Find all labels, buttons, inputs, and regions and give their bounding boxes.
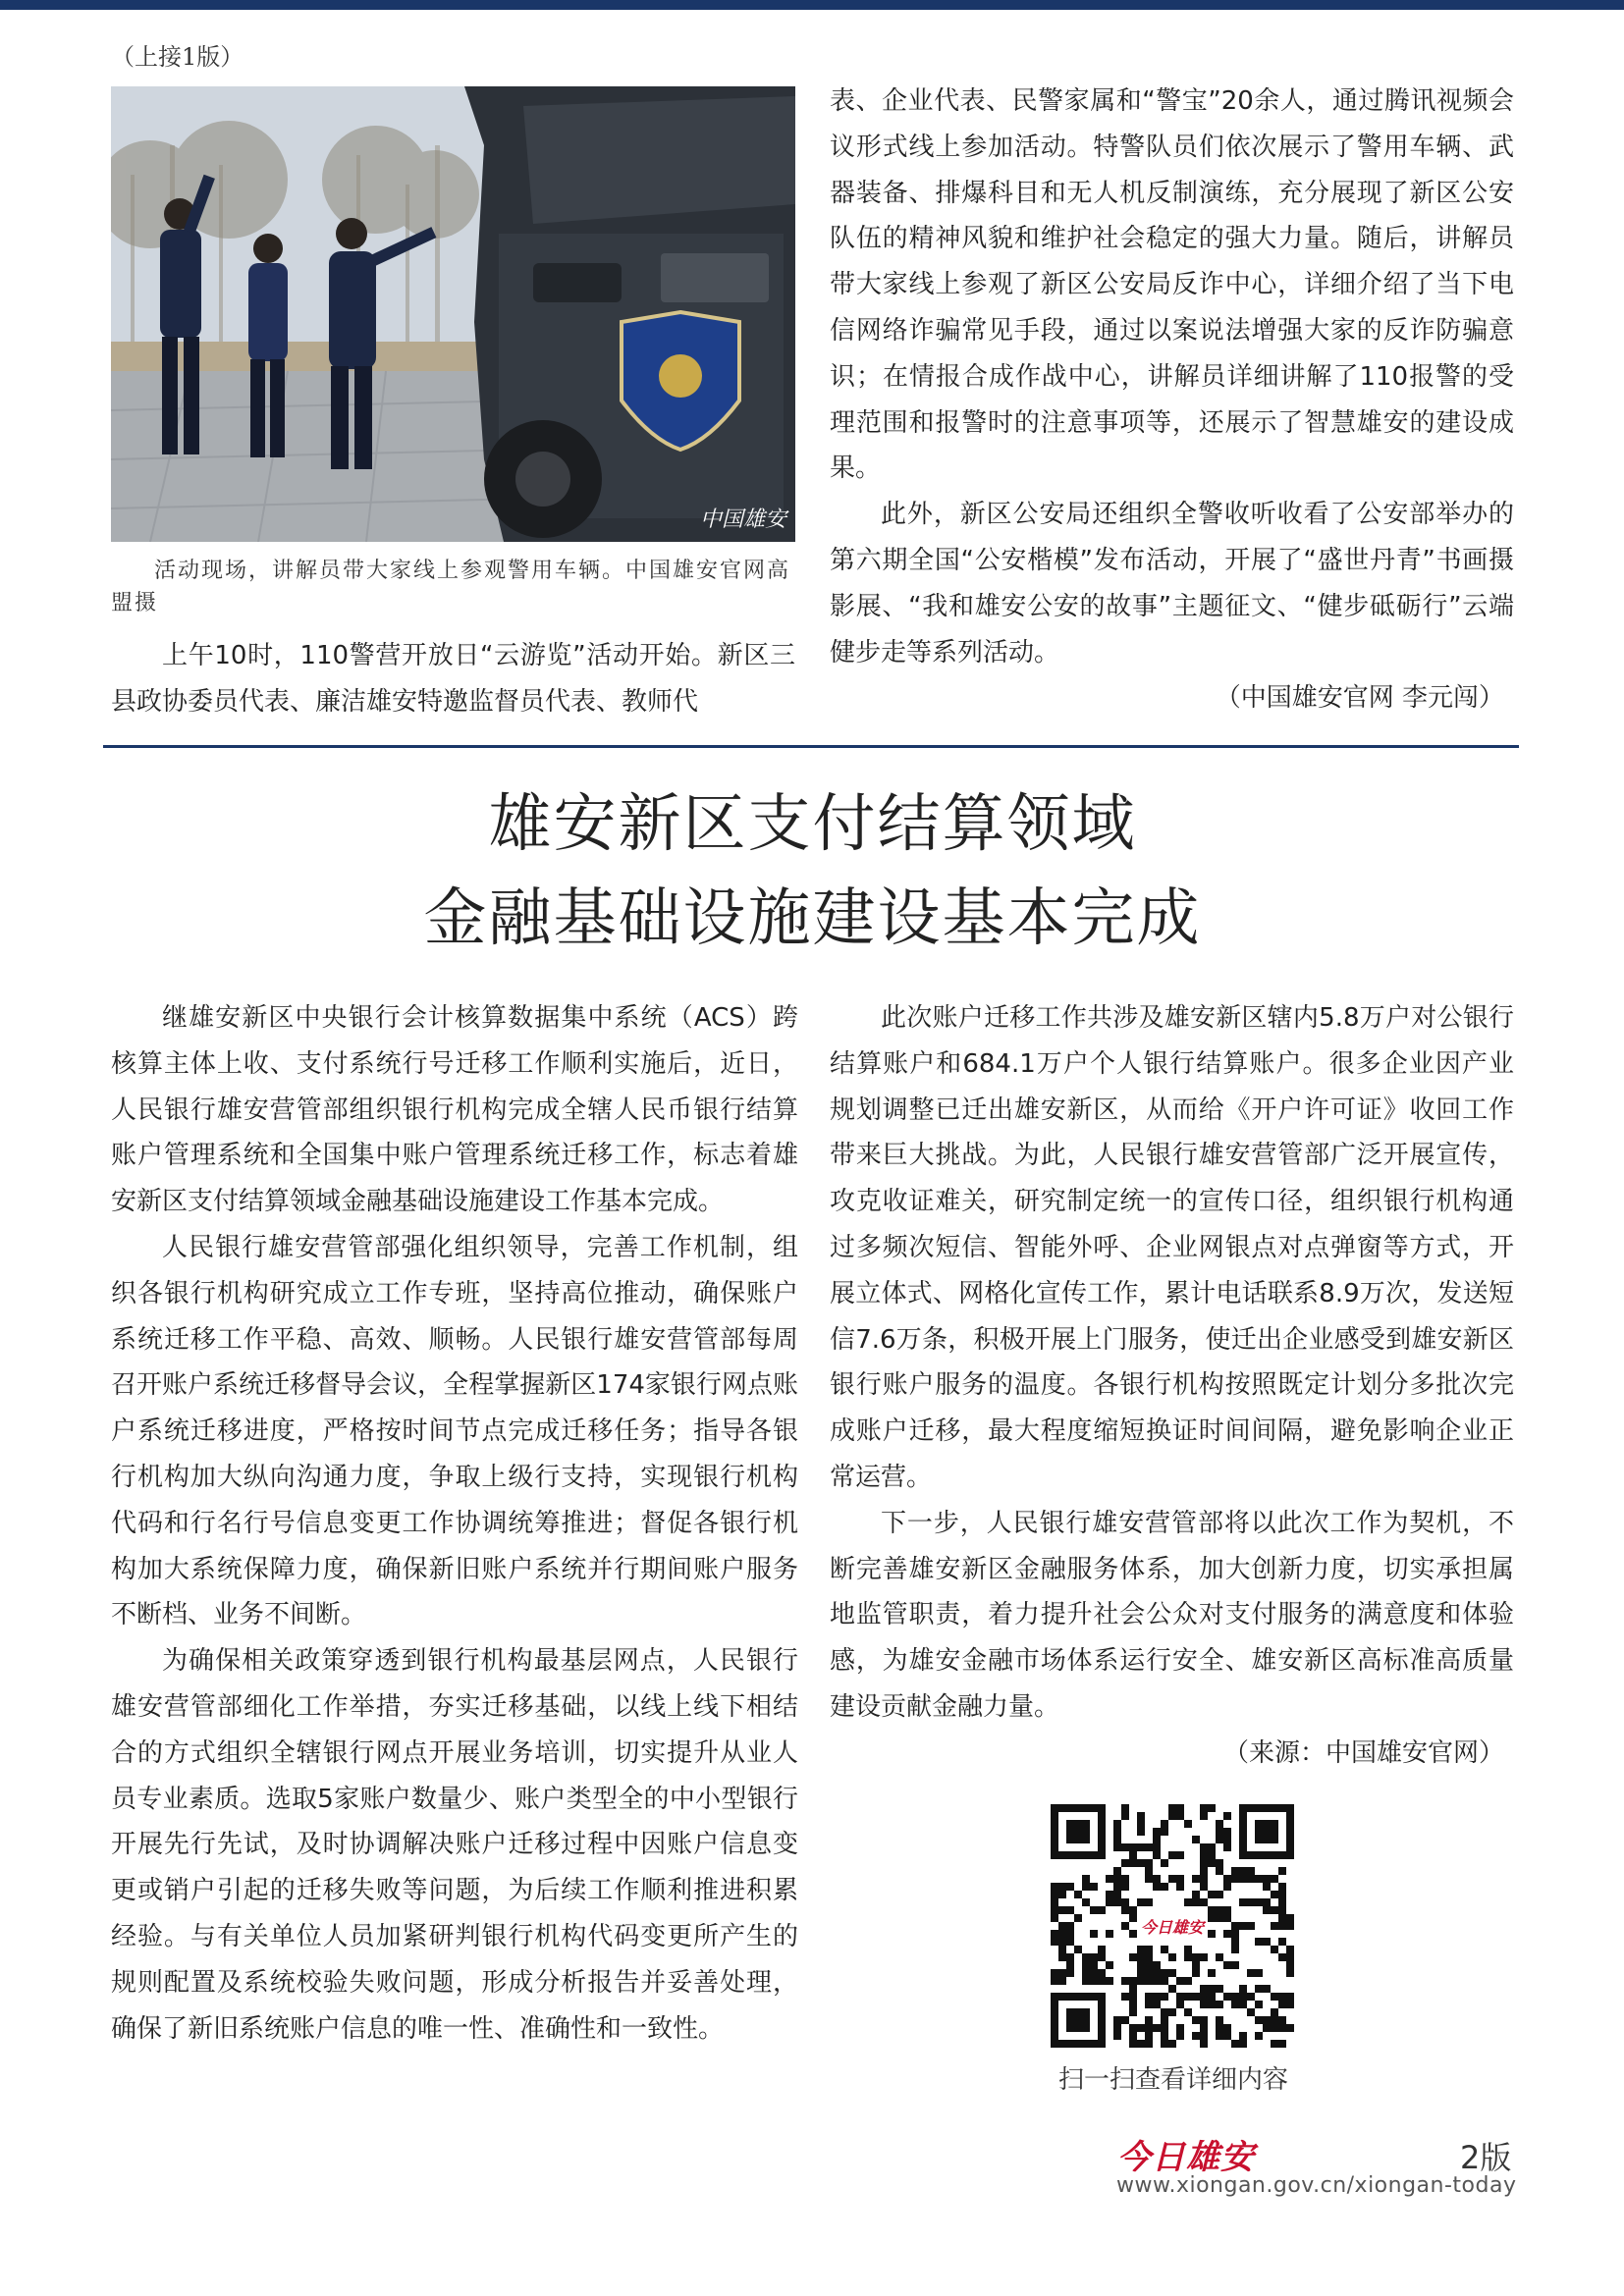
article-paragraph: 下一步，人民银行雄安营管部将以此次工作为契机，不断完善雄安新区金融服务体系，加大创新力度，切实承担属地监管职责，着力提升社会公众对支付服务的满意度和体验感，为雄安金融市场体系运行安全、雄安新区高标准高质量建设贡献金融力量。 — [830, 1508, 1514, 1722]
article-left-column — [111, 995, 798, 2052]
article-right-column — [830, 995, 1514, 1777]
article-paragraph: 继雄安新区中央银行会计核算数据集中系统（ACS）跨核算主体上收、支付系统行号迁移工作顺利实施后，近日，人民银行雄安营管部组织银行机构完成全辖人民币银行结算账户管理系统和全国集中账户管理系统迁移工作，标志着雄安新区支付结算领域金融基础设施建设工作基本完成。 — [111, 1003, 798, 1217]
top-story-left-column — [111, 633, 795, 725]
publication-logo: 今日雄安 — [1117, 2138, 1255, 2177]
top-story-source: （中国雄安官网 李元闯） — [1215, 683, 1504, 714]
qr-center-logo: 今日雄安 — [1140, 1918, 1205, 1937]
top-story-right-column — [830, 79, 1514, 721]
article-source: （来源：中国雄安官网） — [1222, 1737, 1504, 1768]
photo-caption: 活动现场，讲解员带大家线上参观警用车辆。中国雄安官网高盟摄 — [111, 559, 791, 615]
top-story-paragraph: 此外，新区公安局还组织全警收听收看了公安部举办的第六期全国“公安楷模”发布活动，开展了“盛世丹青”书画摄影展、“我和雄安公安的故事”主题征文、“健步砥砺行”云端健步走等系列活动。 — [830, 500, 1514, 667]
headline-line-2: 金融基础设施建设基本完成 — [423, 882, 1202, 955]
page-number: 2版 — [1460, 2139, 1512, 2176]
article-paragraph: 人民银行雄安营管部强化组织领导，完善工作机制，组织各银行机构研究成立工作专班，坚持高位推动，确保账户系统迁移工作平稳、高效、顺畅。人民银行雄安营管部每周召开账户系统迁移督导会议，全程掌握新区174家银行网点账户系统迁移进度，严格按时间节点完成迁移任务；指导各银行机构加大纵向沟通力度，争取上级行支持，实现银行机构代码和行名行号信息变更工作协调统筹推进；督促各银行机构加大系统保障力度，确保新旧账户系统并行期间账户服务不断档、业务不间断。 — [111, 1232, 798, 1630]
qr-caption: 扫一扫查看详细内容 — [1057, 2065, 1288, 2095]
article-headline — [111, 777, 1514, 966]
article-paragraph: 此次账户迁移工作共涉及雄安新区辖内5.8万户对公银行结算账户和684.1万户个人银行结算账户。很多企业因产业规划调整已迁出雄安新区，从而给《开户许可证》收回工作带来巨大挑战。为此，人民银行雄安营管部广泛开展宣传，攻克收证难关，研究制定统一的宣传口径，组织银行机构通过多频次短信、智能外呼、企业网银点对点弹窗等方式，开展立体式、网格化宣传工作，累计电话联系8.9万次，发送短信7.6万条，积极开展上门服务，使迁出企业感受到雄安新区银行账户服务的温度。各银行机构按照既定计划分多批次完成账户迁移，最大程度缩短换证时间间隔，避免影响企业正常运营。 — [830, 1003, 1514, 1492]
site-url-link[interactable]: www.xiongan.gov.cn/xiongan-today — [1116, 2173, 1517, 2198]
news-photo — [111, 86, 795, 542]
article-paragraph: 为确保相关政策穿透到银行机构最基层网点，人民银行雄安营管部细化工作举措，夯实迁移基础，以线上线下相结合的方式组织全辖银行网点开展业务培训，切实提升从业人员专业素质。选取5家账户数量少、账户类型全的中小型银行开展先行先试，及时协调解决账户迁移过程中因账户信息变更或销户引起的迁移失败等问题，为后续工作顺利推进积累经验。与有关单位人员加紧研判银行机构代码变更所产生的规则配置及系统校验失败问题，形成分析报告并妥善处理，确保了新旧系统账户信息的唯一性、准确性和一致性。 — [111, 1646, 798, 2044]
photo-illustration — [111, 86, 795, 542]
top-story-paragraph: 上午10时，110警营开放日“云游览”活动开始。新区三县政协委员代表、廉洁雄安特邀监督员代表、教师代 — [111, 641, 795, 717]
top-story-paragraph: 表、企业代表、民警家属和“警宝”20余人，通过腾讯视频会议形式线上参加活动。特警队员们依次展示了警用车辆、武器装备、排爆科目和无人机反制演练，充分展现了新区公安队伍的精神风貌和维护社会稳定的强大力量。随后，讲解员带大家线上参观了新区公安局反诈中心，详细介绍了当下电信网络诈骗常见手段，通过以案说法增强大家的反诈防骗意识；在情报合成作战中心，讲解员详细讲解了110报警的受理范围和报警时的注意事项等，还展示了智慧雄安的建设成果。 — [830, 86, 1514, 484]
photo-watermark: 中国雄安 — [700, 507, 787, 532]
qr-code[interactable] — [1051, 1804, 1294, 2048]
continued-from-label: （上接1版） — [111, 43, 244, 71]
qr-code-graphic — [1051, 1804, 1294, 2048]
top-color-bar — [0, 0, 1624, 10]
section-divider — [103, 745, 1519, 748]
headline-line-1: 雄安新区支付结算领域 — [488, 788, 1137, 861]
